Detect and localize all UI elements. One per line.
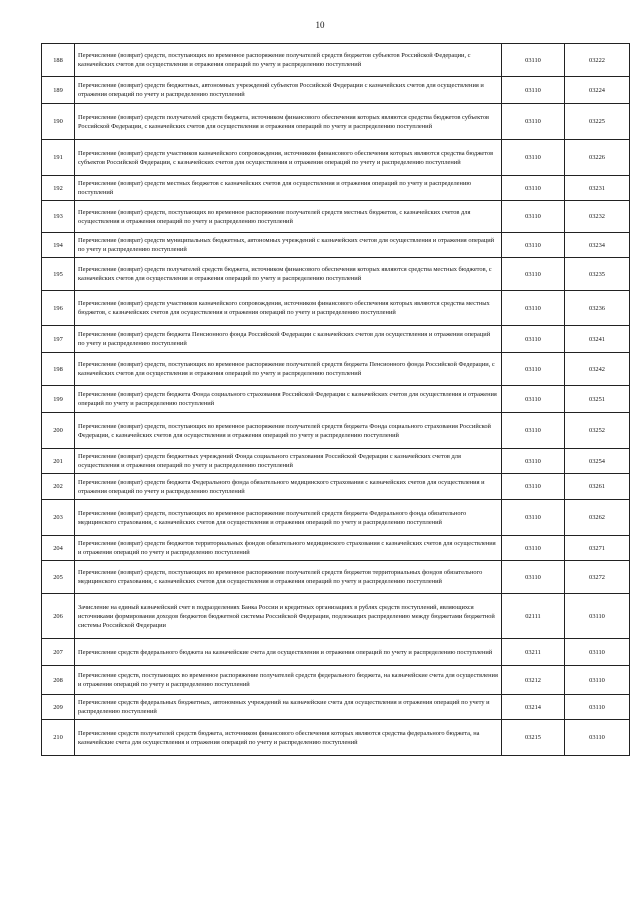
- table-row: [42, 77, 630, 104]
- table-row: [42, 140, 630, 176]
- debit-code: 03110: [502, 326, 565, 353]
- credit-code: 03234: [565, 233, 630, 258]
- row-number: 193: [42, 201, 75, 233]
- row-description: Перечисление (возврат) средств участников казначейского сопровождения, источником финансового обеспечения которых являются средства бюджетов субъектов Российской Федерации, с казначейских счетов для осуществления и отражения операций по учету и распределению поступлений: [75, 140, 502, 176]
- debit-code: 03110: [502, 474, 565, 500]
- table-row: [42, 291, 630, 326]
- table-row: [42, 353, 630, 386]
- table-row: [42, 474, 630, 500]
- table-row: [42, 720, 630, 756]
- row-description: Перечисление (возврат) средств местных бюджетов с казначейских счетов для осуществления и отражения операций по учету и распределению поступлений: [75, 176, 502, 201]
- credit-code: 03262: [565, 500, 630, 536]
- row-number: 188: [42, 44, 75, 77]
- table-row: [42, 500, 630, 536]
- row-description: Перечисление (возврат) средств, поступающих во временное распоряжение получателей средств бюджета Пенсионного фонда Российской Федерации, с казначейских счетов для осуществления и отражения операций по учету и распределению поступлений: [75, 353, 502, 386]
- table-row: [42, 639, 630, 666]
- table-row: [42, 201, 630, 233]
- credit-code: 03252: [565, 413, 630, 449]
- row-description: Перечисление (возврат) средств бюджета Федерального фонда обязательного медицинского страхования с казначейских счетов для осуществления и отражения операций по учету и распределению поступлений: [75, 474, 502, 500]
- row-description: Перечисление средств федеральных бюджетных, автономных учреждений на казначейские счета для осуществления и отражения операций по учету и распределению поступлений: [75, 695, 502, 720]
- debit-code: 03110: [502, 353, 565, 386]
- row-description: Перечисление (возврат) средств, поступающих во временное распоряжение получателей средств бюджета Фонда социального страхования Российской Федерации, с казначейских счетов для осуществления и отражения операций по учету и распределению поступлений: [75, 413, 502, 449]
- row-number: 196: [42, 291, 75, 326]
- debit-code: 03214: [502, 695, 565, 720]
- row-number: 207: [42, 639, 75, 666]
- credit-code: 03236: [565, 291, 630, 326]
- credit-code: 03241: [565, 326, 630, 353]
- credit-code: 03242: [565, 353, 630, 386]
- credit-code: 03254: [565, 449, 630, 474]
- debit-code: 03110: [502, 536, 565, 561]
- credit-code: 03224: [565, 77, 630, 104]
- debit-code: 03211: [502, 639, 565, 666]
- row-number: 210: [42, 720, 75, 756]
- debit-code: 03110: [502, 291, 565, 326]
- row-description: Перечисление (возврат) средств бюджета Пенсионного фонда Российской Федерации с казначейских счетов для осуществления и отражения операций по учету и распределению поступлений: [75, 326, 502, 353]
- row-number: 192: [42, 176, 75, 201]
- row-description: Перечисление (возврат) средств бюджетных, автономных учреждений субъектов Российской Федерации с казначейских счетов для осуществления и отражения операций по учету и распределению поступлений: [75, 77, 502, 104]
- row-description: Перечисление (возврат) средств, поступающих во временное распоряжение получателей средств местных бюджетов, с казначейских счетов для осуществления и отражения операций по учету и распределению поступлений: [75, 201, 502, 233]
- row-description: Перечисление средств получателей средств бюджета, источником финансового обеспечения которых являются средства федерального бюджета, на казначейские счета для осуществления и отражения операций по учету и распределению поступлений: [75, 720, 502, 756]
- credit-code: 03110: [565, 594, 630, 639]
- row-description: Перечисление (возврат) средств муниципальных бюджетных, автономных учреждений с казначейских счетов для осуществления и отражения операций по учету и распределению поступлений: [75, 233, 502, 258]
- credit-code: 03110: [565, 666, 630, 695]
- table-row: [42, 258, 630, 291]
- row-number: 206: [42, 594, 75, 639]
- debit-code: 03110: [502, 258, 565, 291]
- debit-code: 03110: [502, 44, 565, 77]
- row-number: 191: [42, 140, 75, 176]
- row-number: 203: [42, 500, 75, 536]
- debit-code: 02111: [502, 594, 565, 639]
- table-row: [42, 386, 630, 413]
- table-row: [42, 536, 630, 561]
- debit-code: 03212: [502, 666, 565, 695]
- debit-code: 03110: [502, 201, 565, 233]
- debit-code: 03110: [502, 176, 565, 201]
- debit-code: 03110: [502, 500, 565, 536]
- row-number: 202: [42, 474, 75, 500]
- row-number: 205: [42, 561, 75, 594]
- debit-code: 03110: [502, 413, 565, 449]
- table-body: [42, 44, 630, 756]
- table-row: [42, 104, 630, 140]
- table-row: [42, 326, 630, 353]
- credit-code: 03232: [565, 201, 630, 233]
- row-number: 194: [42, 233, 75, 258]
- table-row: [42, 594, 630, 639]
- table-row: [42, 233, 630, 258]
- table-row: [42, 666, 630, 695]
- credit-code: 03261: [565, 474, 630, 500]
- debit-code: 03110: [502, 233, 565, 258]
- row-description: Перечисление (возврат) средств бюджетных учреждений Фонда социального страхования Российской Федерации с казначейских счетов для осуществления и отражения операций по учету и распределению поступлений: [75, 449, 502, 474]
- row-description: Перечисление (возврат) средств, поступающих во временное распоряжение получателей средств бюджетов территориальных фондов обязательного медицинского страхования, с казначейских счетов для осуществления и отражения операций по учету и распределению поступлений: [75, 561, 502, 594]
- credit-code: 03222: [565, 44, 630, 77]
- table-row: [42, 449, 630, 474]
- credit-code: 03110: [565, 695, 630, 720]
- page-number: 10: [315, 20, 325, 30]
- row-description: Перечисление (возврат) средств, поступающих во временное распоряжение получателей средств бюджетов субъектов Российской Федерации, с казначейских счетов для осуществления и отражения операций по учету и распределению поступлений: [75, 44, 502, 77]
- debit-code: 03110: [502, 449, 565, 474]
- row-description: Перечисление (возврат) средств получателей средств бюджета, источником финансового обеспечения которых являются средства бюджетов субъектов Российской Федерации, с казначейских счетов для осуществления и отражения операций по учету и распределению поступлений: [75, 104, 502, 140]
- operations-table: [41, 43, 630, 756]
- debit-code: 03110: [502, 561, 565, 594]
- debit-code: 03215: [502, 720, 565, 756]
- row-number: 200: [42, 413, 75, 449]
- debit-code: 03110: [502, 104, 565, 140]
- table-row: [42, 561, 630, 594]
- row-number: 190: [42, 104, 75, 140]
- row-number: 209: [42, 695, 75, 720]
- table-row: [42, 695, 630, 720]
- row-number: 198: [42, 353, 75, 386]
- credit-code: 03226: [565, 140, 630, 176]
- row-description: Перечисление средств, поступающих во временное распоряжение получателей средств федерального бюджета, на казначейские счета для осуществления и отражения операций по учету и распределению поступлений: [75, 666, 502, 695]
- row-number: 197: [42, 326, 75, 353]
- row-description: Перечисление средств федерального бюджета на казначейские счета для осуществления и отражения операций по учету и распределению поступлений: [75, 639, 502, 666]
- credit-code: 03110: [565, 639, 630, 666]
- row-description: Перечисление (возврат) средств участников казначейского сопровождения, источником финансового обеспечения которых являются средства местных бюджетов, с казначейских счетов для осуществления и отражения операций по учету и распределению поступлений: [75, 291, 502, 326]
- row-number: 195: [42, 258, 75, 291]
- row-description: Зачисление на единый казначейский счет в подразделениях Банка России и кредитных организациях в рублях средств поступлений, являющихся источниками формирования доходов бюджетов бюджетной системы Российской Федерации, подлежащих распределению между бюджетами бюджетной системы Российской Федерации: [75, 594, 502, 639]
- row-description: Перечисление (возврат) средств, поступающих во временное распоряжение получателей средств бюджета Федерального фонда обязательного медицинского страхования, с казначейских счетов для осуществления и отражения операций по учету и распределению поступлений: [75, 500, 502, 536]
- debit-code: 03110: [502, 77, 565, 104]
- row-number: 199: [42, 386, 75, 413]
- table-row: [42, 176, 630, 201]
- row-number: 204: [42, 536, 75, 561]
- credit-code: 03251: [565, 386, 630, 413]
- credit-code: 03231: [565, 176, 630, 201]
- debit-code: 03110: [502, 140, 565, 176]
- table-row: [42, 413, 630, 449]
- credit-code: 03235: [565, 258, 630, 291]
- credit-code: 03271: [565, 536, 630, 561]
- credit-code: 03272: [565, 561, 630, 594]
- credit-code: 03225: [565, 104, 630, 140]
- row-number: 201: [42, 449, 75, 474]
- row-description: Перечисление (возврат) средств бюджетов территориальных фондов обязательного медицинского страхования с казначейских счетов для осуществления и отражения операций по учету и распределению поступлений: [75, 536, 502, 561]
- row-description: Перечисление (возврат) средств получателей средств бюджета, источником финансового обеспечения которых являются средства местных бюджетов, с казначейских счетов для осуществления и отражения операций по учету и распределению поступлений: [75, 258, 502, 291]
- debit-code: 03110: [502, 386, 565, 413]
- table-row: [42, 44, 630, 77]
- row-number: 208: [42, 666, 75, 695]
- credit-code: 03110: [565, 720, 630, 756]
- row-description: Перечисление (возврат) средств бюджета Фонда социального страхования Российской Федерации с казначейских счетов для осуществления и отражения операций по учету и распределению поступлений: [75, 386, 502, 413]
- row-number: 189: [42, 77, 75, 104]
